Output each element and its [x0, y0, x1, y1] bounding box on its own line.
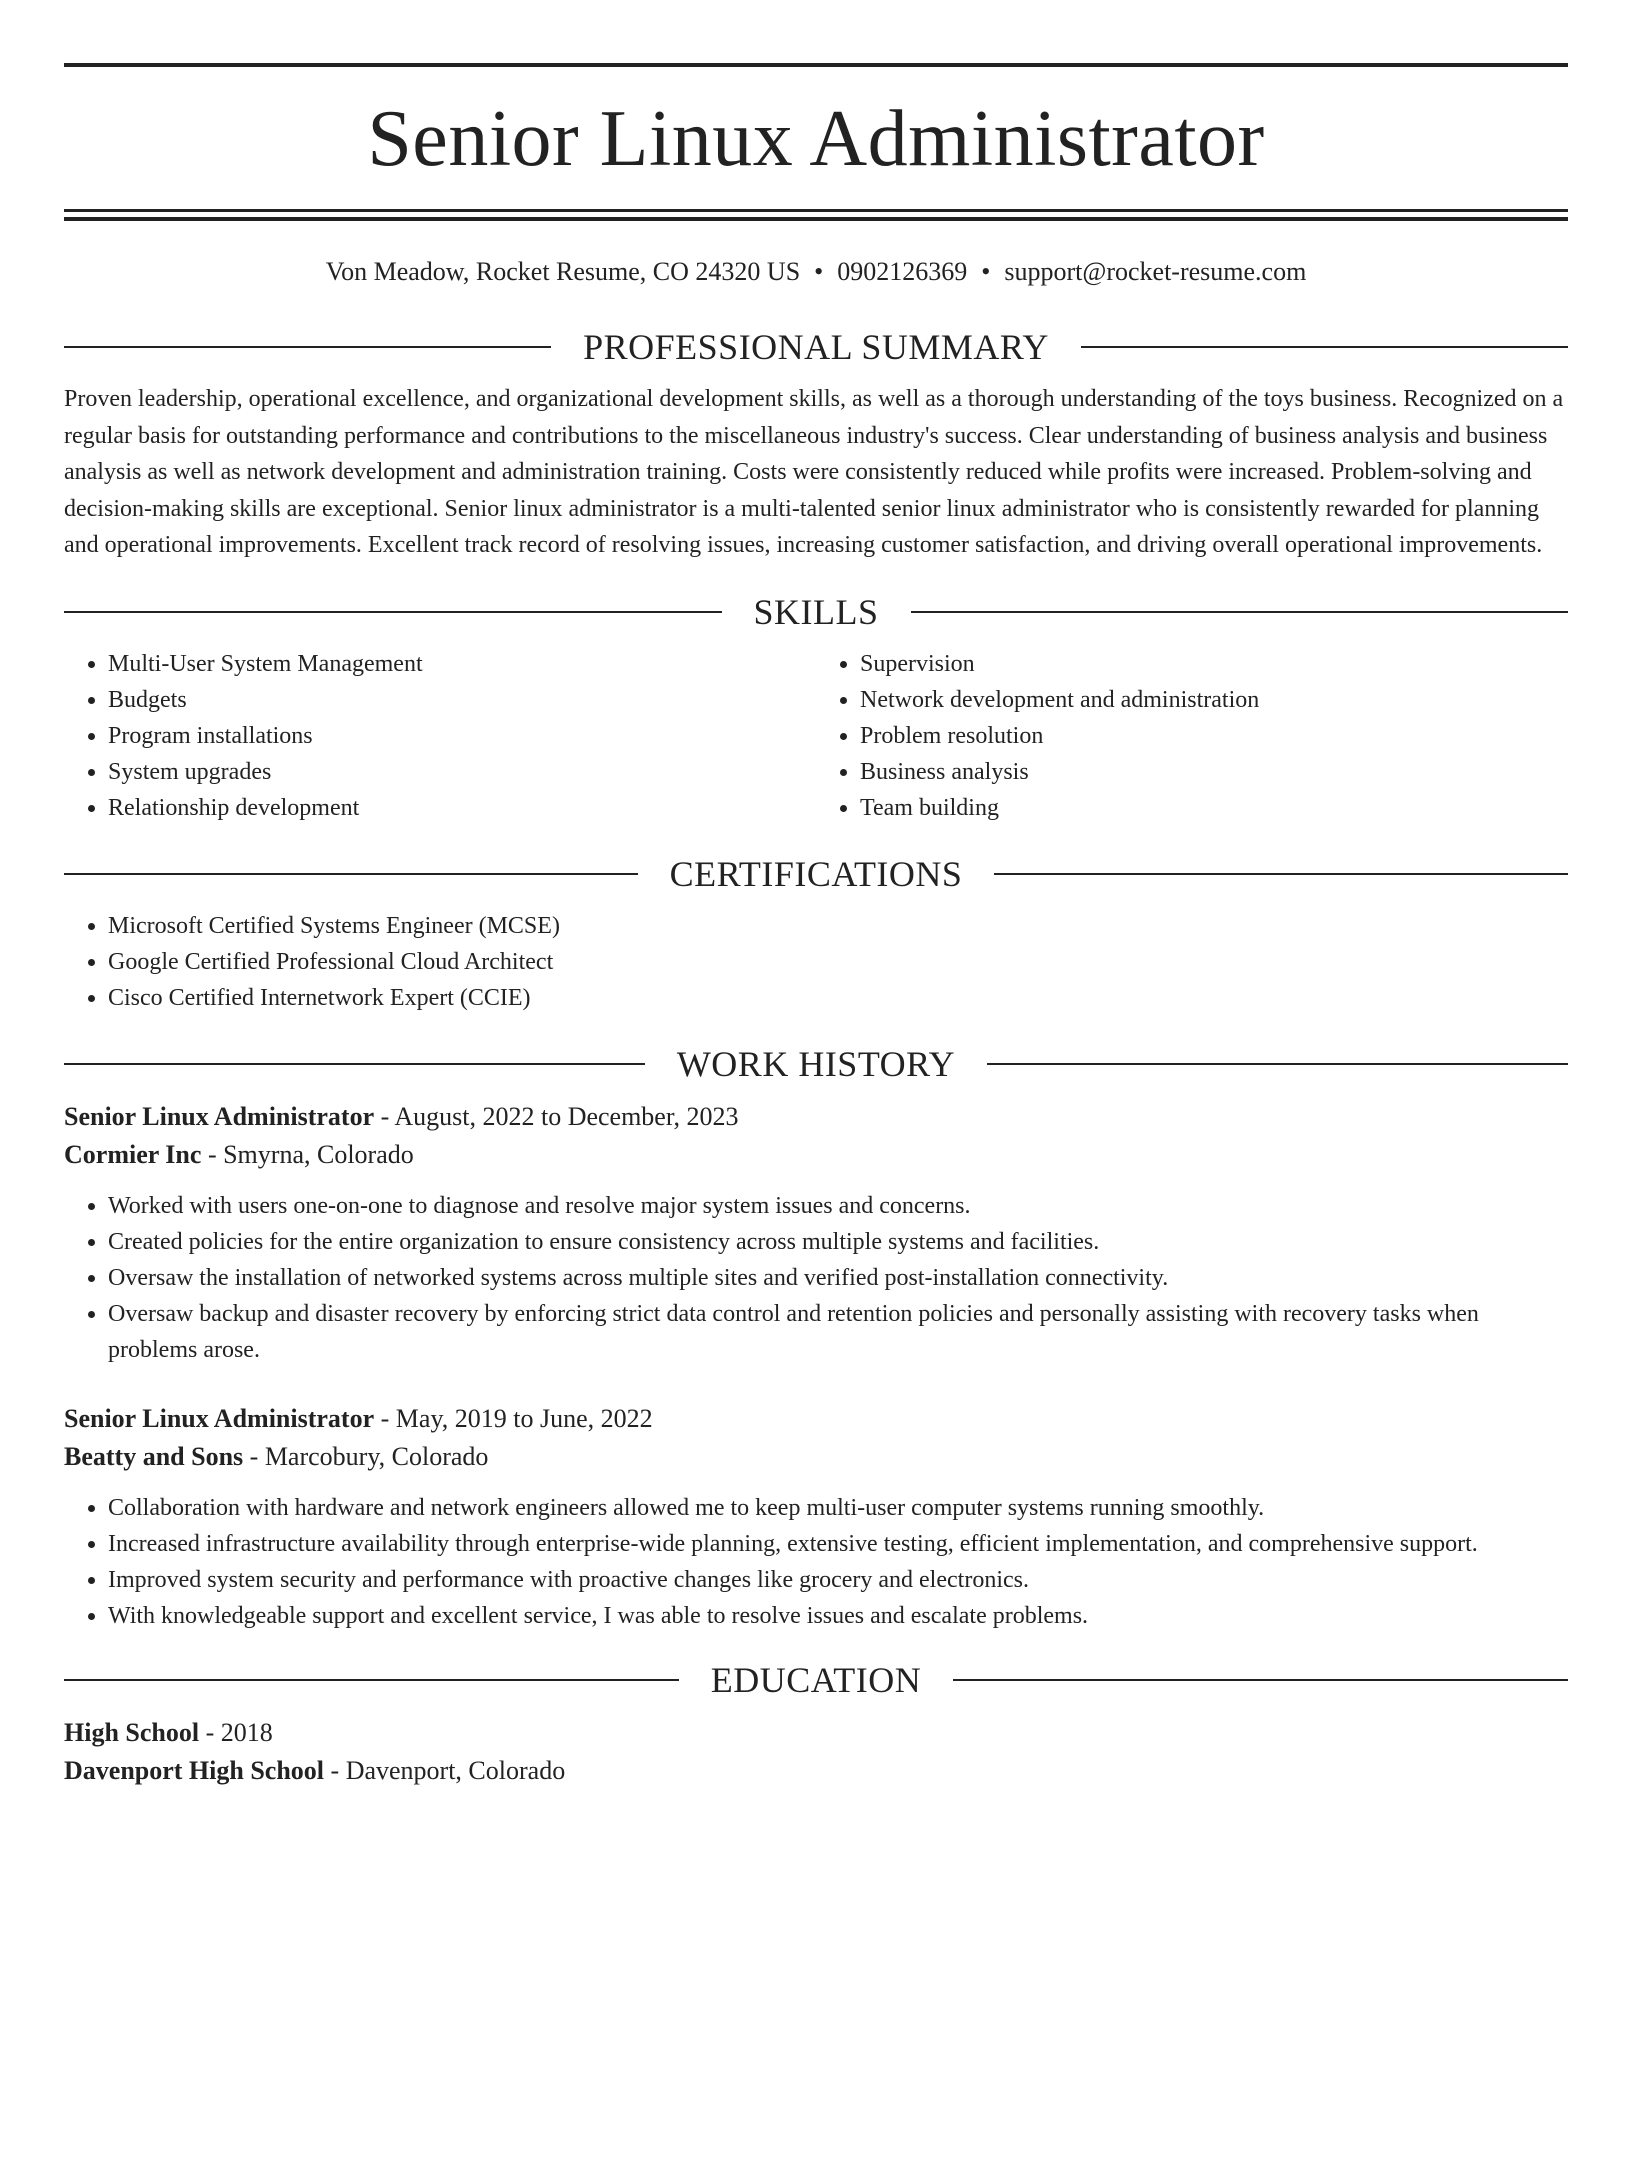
resume-name: Senior Linux Administrator [367, 95, 1265, 183]
list-item: • Supervision [860, 646, 1568, 682]
education-school-line [64, 1752, 1568, 1790]
list-item: • System upgrades [108, 754, 816, 790]
heading-rule [953, 1679, 1568, 1681]
top-rule [64, 63, 1568, 67]
heading-rule [64, 611, 722, 613]
list-item: • Improved system security and performance with proactive changes like grocery and electronics. [108, 1562, 1568, 1598]
heading-rule [1081, 346, 1568, 348]
skills-list [64, 646, 1568, 826]
job-location: - Marcobury, Colorado [243, 1441, 489, 1471]
list-item: • Cisco Certified Internetwork Expert (CCIE) [108, 980, 1568, 1016]
section-heading-work-history [64, 1044, 1568, 1084]
list-item: • Business analysis [860, 754, 1568, 790]
job-title: Senior Linux Administrator [64, 1403, 375, 1433]
list-item: • Collaboration with hardware and network engineers allowed me to keep multi-user computer systems running smoothly. [108, 1490, 1568, 1526]
list-item: • Increased infrastructure availability through enterprise-wide planning, extensive testing, efficient implementation, and comprehensive support. [108, 1526, 1568, 1562]
job-company: Cormier Inc [64, 1139, 202, 1169]
list-item: • Budgets [108, 682, 816, 718]
list-item: • With knowledgeable support and excellent service, I was able to resolve issues and escalate problems. [108, 1598, 1568, 1634]
summary-text: Proven leadership, operational excellence, and organizational development skills, as well as a thorough understanding of the toys business. Recognized on a regular basis for outstanding performance and contributions to the miscellaneous industry's success. Clear understanding of business analysis and business analysis as well as network development and administration training. Costs were consistently reduced while profits were increased. Problem-solving and decision-making skills are exceptional. Senior linux administrator is a multi-talented senior linux administrator who is consistently rewarded for planning and operational improvements. Excellent track record of resolving issues, increasing customer satisfaction, and driving overall operational improvements. [64, 386, 1564, 558]
heading-rule [987, 1063, 1568, 1065]
list-item: • Microsoft Certified Systems Engineer (MCSE) [108, 908, 1568, 944]
job-dates: - May, 2019 to June, 2022 [374, 1403, 653, 1433]
job-dates: - August, 2022 to December, 2023 [374, 1101, 739, 1131]
job-title: Senior Linux Administrator [64, 1101, 375, 1131]
job-company-line [64, 1136, 1568, 1174]
section-heading-skills [64, 592, 1568, 632]
job-location: - Smyrna, Colorado [201, 1139, 414, 1169]
section-heading-certifications [64, 854, 1568, 894]
job-company-line [64, 1438, 1568, 1476]
section-title: PROFESSIONAL SUMMARY [583, 327, 1049, 367]
section-title: WORK HISTORY [676, 1043, 956, 1084]
list-item: • Worked with users one-on-one to diagnose and resolve major system issues and concerns. [108, 1188, 1568, 1224]
contact-phone: 0902126369 [837, 257, 968, 286]
job-bullets [64, 1490, 1568, 1634]
list-item: • Oversaw the installation of networked systems across multiple sites and verified post-installation connectivity. [108, 1260, 1568, 1296]
section-title: EDUCATION [710, 1659, 922, 1700]
contact-separator: • [981, 257, 991, 286]
job-entry [64, 1400, 1568, 1634]
section-heading-education [64, 1660, 1568, 1700]
education-entry [64, 1714, 1568, 1790]
education-location: - Davenport, Colorado [324, 1755, 566, 1785]
contact-address: Von Meadow, Rocket Resume, CO 24320 US [325, 257, 801, 286]
list-item: • Oversaw backup and disaster recovery by enforcing strict data control and retention policies and personally assisting with recovery tasks when problems arose. [108, 1296, 1568, 1368]
list-item: • Multi-User System Management [108, 646, 816, 682]
job-bullets [64, 1188, 1568, 1368]
heading-rule [64, 1063, 645, 1065]
section-heading-summary [64, 327, 1568, 367]
heading-rule [64, 873, 638, 875]
education-school: Davenport High School [64, 1755, 325, 1785]
job-title-line [64, 1098, 1568, 1136]
list-item: • Google Certified Professional Cloud Architect [108, 944, 1568, 980]
job-title-line [64, 1400, 1568, 1438]
list-item: • Relationship development [108, 790, 816, 826]
list-item: • Problem resolution [860, 718, 1568, 754]
education-degree-line [64, 1714, 1568, 1752]
contact-email: support@rocket-resume.com [1004, 257, 1307, 286]
section-title: CERTIFICATIONS [669, 853, 963, 894]
job-entry [64, 1098, 1568, 1368]
job-company: Beatty and Sons [64, 1441, 244, 1471]
resume-page [0, 63, 1632, 2175]
list-item: • Team building [860, 790, 1568, 826]
skills-column-right [816, 646, 1568, 826]
heading-rule [994, 873, 1568, 875]
list-item: • Network development and administration [860, 682, 1568, 718]
list-item: • Created policies for the entire organization to ensure consistency across multiple systems and facilities. [108, 1224, 1568, 1260]
header-double-rule [64, 209, 1568, 221]
heading-rule [64, 1679, 679, 1681]
contact-line [64, 257, 1568, 287]
skills-column-left [64, 646, 816, 826]
certifications-list [64, 908, 1568, 1016]
heading-rule [911, 611, 1569, 613]
education-degree: High School [64, 1717, 200, 1747]
heading-rule [64, 346, 551, 348]
contact-separator: • [814, 257, 824, 286]
list-item: • Program installations [108, 718, 816, 754]
education-year: - 2018 [199, 1717, 273, 1747]
section-title: SKILLS [753, 591, 879, 632]
